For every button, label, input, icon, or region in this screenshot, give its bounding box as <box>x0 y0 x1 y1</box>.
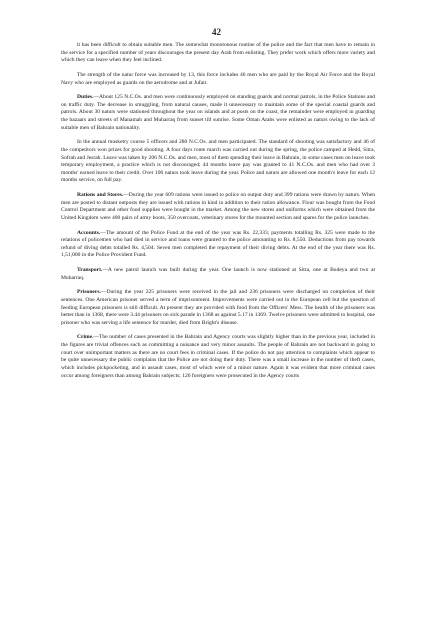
paragraph-heading: Crime. <box>77 334 94 341</box>
paragraph-heading: Transport. <box>77 267 103 273</box>
paragraph-text: —The number of cases presented in the Bahrain and Agency courts was slightly higher than in the previous year, included in the figures are trivial offences such as committing a nuisance and very minor assaults. The people of Bahrain are not backward in going to court over unimportant matters as there are no court fees in criminal cases. If the police do not pay attention to complaints which appear to be quite unnecessary the public complains that the Police are not doing their duty. There was a small increase in the number of theft cases, which includes pickpocketing, and in assault cases, most of which were of a minor nature. Again it was evident that more criminal cases occur among foreigners than among Bahrain subjects; 126 foreigners were prosecuted in the Agency courts <box>61 334 375 379</box>
paragraph-heading: Accounts. <box>77 229 101 236</box>
paragraph-crime <box>61 334 375 380</box>
page-number: 42 <box>212 27 221 37</box>
paragraph-prisoners <box>61 289 375 327</box>
page-body <box>61 42 375 387</box>
paragraph-text: —The amount of the Police Fund at the end of the year was Rs. 22,333, payments totalling Rs. 325 were made to the relations of policemen who had died in service and loans were granted to the police amounting to Rs. 8,550. Deductions from pay towards refund of diving debts totalled Rs. 4,504. Seven men completed the repayment of their diving debts. At the end of the year there was Rs. 1,51,000 in the Police Provident Fund. <box>61 229 375 259</box>
paragraph-text: —During the year 225 prisoners were received in the jail and 236 prisoners were discharged on completion of their sentences. One American prisoner served a term of imprisonment. Improvements were carried out in the European cell but the question of feeding European prisoners is still difficult. At present they are provided with food from the Officers' Mess. The health of the prisoners was better than in 1368, there were 3.44 prisoners on sick parade in 1368 as against 5.17 in 1369. Twelve prisoners were admitted to hospital, one prisoner who was serving a life sentence for murder, died from Bright's disease. <box>61 289 375 326</box>
paragraph-text: The strength of the natur force was increased by 13, this force includes 46 men who are paid by the Royal Air Force and the Royal Navy who are employed as guards on the aerodrome and at Jufair. <box>61 71 375 86</box>
paragraph-heading: Duties. <box>77 94 94 101</box>
paragraph-text: it has been difficult to obtain suitable men. The somewhat monotonous routine of the police and the fact that men have to remain in the service for a specified number of years discourages the present day Arab from enlisting. They prefer work which offers more variety and which they can leave when they feel inclined. <box>61 42 375 64</box>
paragraph-heading: Rations and Stores. <box>77 192 124 198</box>
paragraph-accounts <box>61 230 375 261</box>
paragraph-transport <box>61 267 375 282</box>
paragraph-duties <box>61 94 375 132</box>
paragraph-text: —About 125 N.C.Os. and men were continuously employed on standing guards and normal patrols, in the Police Stations and on traffic duty. The decrease in smuggling, from natural causes, made it unnecessary to maintain some of the special coastal guards and patrols. About 30 naturs were stationed throughout the year on islands and at posts on the coast, the remainder were employed in guarding the bazaars and streets of Manamah and Muharraq from sunset till sunrise. Some Oman Arabs were enlisted as naturs owing to the lack of suitable men of Bahrain nationality. <box>61 94 375 131</box>
paragraph-natur-force <box>61 72 375 87</box>
paragraph-rations-stores <box>61 192 375 223</box>
paragraph-musketry <box>61 139 375 185</box>
paragraph-text: In the annual musketry course 5 officers and 280 N.C.Os. and men participated. The standard of shooting was satisfactory and 46 of the competitors won prizes for good shooting. A four days route march was carried out during the spring, the police camped at Hedd, Sitra, Sofrah and Jesrah. Leave was taken by 206 N.C.Os. and men, most of them spending their leave in Bahrain, in some cases men on leave took temporary employment, a practice which is not discouraged; 44 months leave pay was granted to 41 N.C.Os. and men who had over 3 months' earned leave to their credit. Over 100 naturs took leave during the year. Police and naturs are allowed one month's leave for each 12 months service, on full pay. <box>61 139 375 184</box>
paragraph-heading: Prisoners. <box>77 289 101 296</box>
paragraph-text: —A new patrol launch was built during the year. One launch is now stationed at Sitra, one at Budeya and two at Muharraq. <box>61 267 375 281</box>
paragraph-continuation <box>61 42 375 65</box>
paragraph-text: —During the year 609 rations were issued to police on output duty and 399 rations were drawn by naturs. When men are posted to distant outposts they are issued with rations in kind in addition to their ration allowance. Flour was bought from the Food Control Department and other food supplies were bought in the market. Among the new stores and uniforms which were obtained from the United Kingdom were 400 pairs of army boots, 350 overcoats, veterinary stores for the mounted section and spares for the police launches. <box>61 192 375 221</box>
